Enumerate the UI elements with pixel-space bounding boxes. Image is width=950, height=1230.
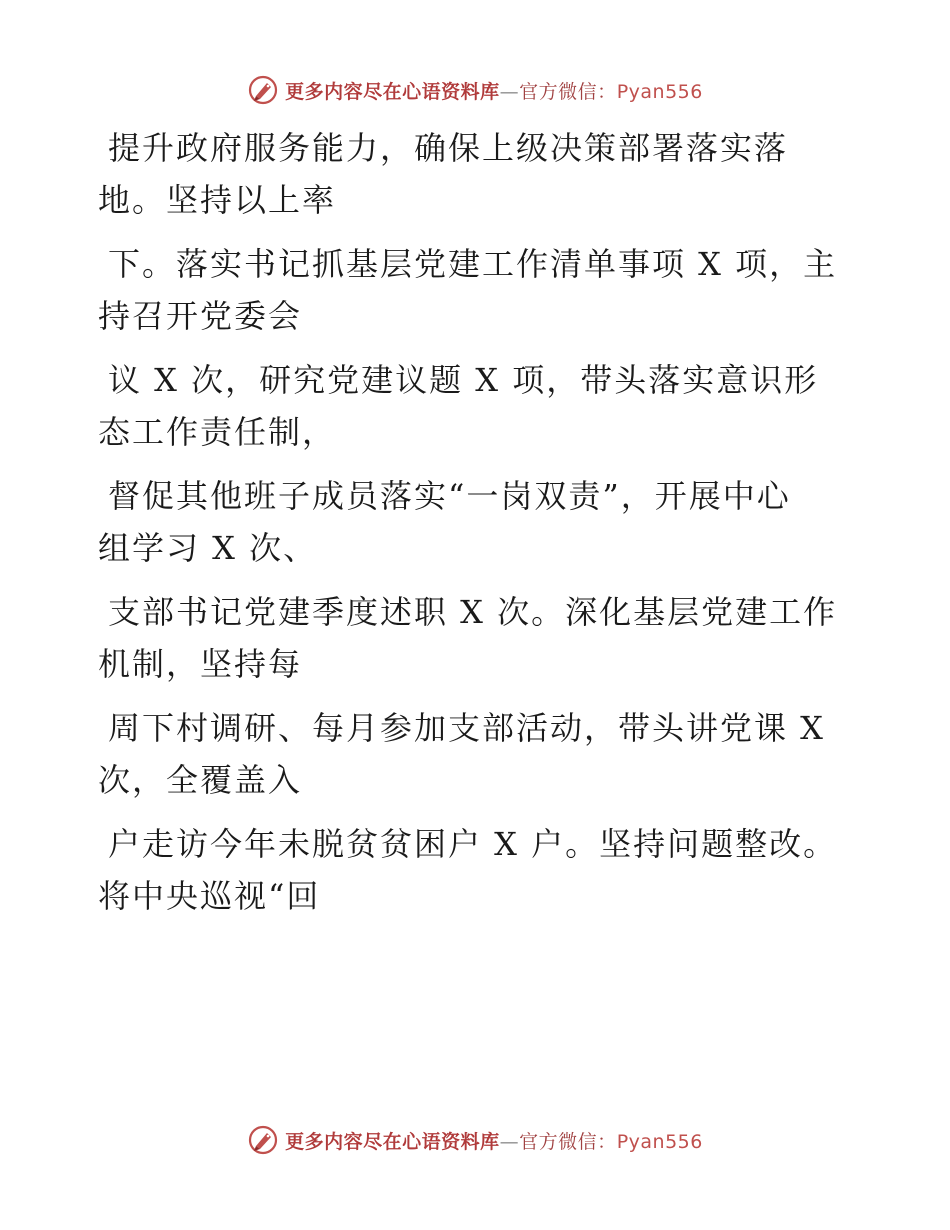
watermark-main-text: 更多内容尽在心语资料库: [285, 80, 500, 103]
watermark-text: [285, 77, 703, 104]
paragraph-line: 机制，坚持每: [98, 645, 303, 683]
footer-watermark-banner: [0, 1120, 950, 1160]
paragraph-line: 下。落实书记抓基层党建工作清单事项 X 项，主: [108, 245, 838, 283]
watermark-wechat-label: 官方微信：: [519, 1130, 617, 1153]
watermark-main-text: 更多内容尽在心语资料库: [285, 1130, 500, 1153]
watermark-text: [285, 1127, 703, 1154]
paragraph: [98, 702, 858, 806]
header-watermark-banner: [0, 70, 950, 110]
paragraph-line: 次，全覆盖入: [98, 761, 303, 799]
paragraph-line: 支部书记党建季度述职 X 次。深化基层党建工作: [108, 593, 838, 631]
paragraph: [98, 354, 858, 458]
paragraph-line: 将中央巡视“回: [98, 877, 321, 915]
watermark-separator: —: [499, 1130, 520, 1153]
paragraph-line: 态工作责任制，: [98, 413, 337, 451]
paragraph: [98, 586, 858, 690]
paragraph-line: 督促其他班子成员落实“一岗双责”，开展中心: [108, 477, 791, 515]
watermark-wechat-id: Pyan556: [616, 80, 703, 103]
paragraph-line: 组学习 X 次、: [98, 529, 318, 567]
paragraph-line: 户走访今年未脱贫贫困户 X 户。坚持问题整改。: [108, 825, 838, 863]
paragraph-line: 提升政府服务能力，确保上级决策部署落实落: [108, 129, 789, 167]
pen-nib-logo-icon: [247, 1124, 279, 1156]
paragraph: [98, 238, 858, 342]
document-body: [98, 122, 858, 934]
watermark-wechat-id: Pyan556: [616, 1130, 703, 1153]
watermark-separator: —: [499, 80, 520, 103]
paragraph: [98, 470, 858, 574]
paragraph-line: 地。坚持以上率: [98, 181, 337, 219]
paragraph-line: 周下村调研、每月参加支部活动，带头讲党课 X: [108, 709, 825, 747]
paragraph-line: 议 X 次，研究党建议题 X 项，带头落实意识形: [108, 361, 819, 399]
paragraph-line: 持召开党委会: [98, 297, 303, 335]
watermark-wechat-label: 官方微信：: [519, 80, 617, 103]
pen-nib-logo-icon: [247, 74, 279, 106]
paragraph: [98, 818, 858, 922]
paragraph: [98, 122, 858, 226]
